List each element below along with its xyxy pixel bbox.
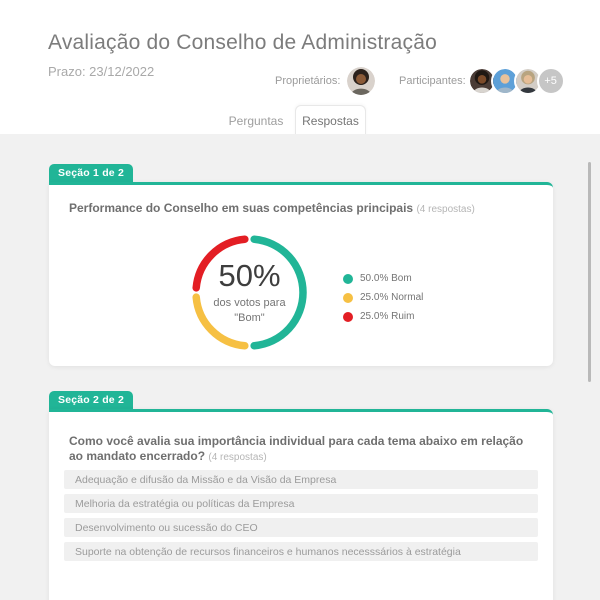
results-scroll-area [0,134,600,600]
section-2-body [49,409,553,600]
page-header [0,0,600,134]
section-2-tab: Seção 2 de 2 [49,391,133,409]
participants-overflow-badge[interactable]: +5 [537,67,565,95]
section-2-card [49,390,553,600]
section-1-tab: Seção 1 de 2 [49,164,133,182]
survey-topic-row[interactable]: Melhoria da estratégia ou políticas da Empresa [64,494,538,513]
question-text: Como você avalia sua importância individual para cada tema abaixo em relação ao mandato encerrado? [69,434,524,463]
tab-perguntas[interactable]: Perguntas [228,114,284,128]
legend-dot-icon [343,312,353,322]
survey-topic-row[interactable]: Desenvolvimento ou sucessão do CEO [64,518,538,537]
donut-percentage: 50% [218,257,281,293]
donut-caption-line2: "Bom" [234,311,265,324]
owner-avatar[interactable] [347,67,375,95]
survey-topic-row[interactable]: Adequação e difusão da Missão e da Visão da Empresa [64,470,538,489]
responses-count: (4 respostas) [208,452,267,463]
section-1-card [49,163,553,366]
person-avatar-icon [347,67,375,95]
participants-label: Participantes: [399,75,466,87]
legend-dot-icon [343,293,353,303]
survey-topic-list [64,470,538,561]
question-text: Performance do Conselho em suas competências principais [69,201,414,215]
donut-caption-line1: dos votos para [213,296,286,309]
tab-respostas[interactable]: Respostas [295,105,366,136]
legend-label: 25.0% Ruim [360,311,415,322]
page-title: Avaliação do Conselho de Administração [48,31,437,54]
section-2-question [49,412,553,465]
owners-label: Proprietários: [275,75,341,87]
legend-label: 50.0% Bom [360,273,412,284]
legend-item-ruim [343,307,423,326]
donut-center-label [187,230,312,355]
deadline-label: Prazo: 23/12/2022 [48,64,155,79]
legend-dot-icon [343,274,353,284]
legend-item-bom [343,269,423,288]
section-1-body [49,182,553,366]
donut-chart [187,230,312,355]
survey-topic-row[interactable]: Suporte na obtenção de recursos financeiros e humanos necesssários à estratégia [64,542,538,561]
responses-count: (4 respostas) [416,204,475,215]
owners-group [275,67,375,95]
chart-legend [343,269,423,326]
section-1-question [49,185,553,217]
participants-group [399,67,565,95]
legend-item-normal [343,288,423,307]
legend-label: 25.0% Normal [360,292,424,303]
scrollbar-thumb[interactable] [588,162,591,382]
